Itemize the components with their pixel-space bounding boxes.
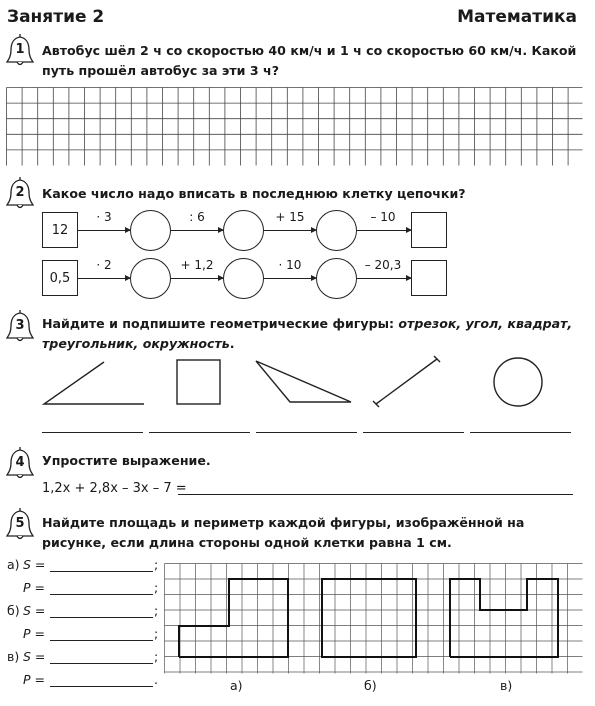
answer-a-p-line[interactable]: [50, 594, 153, 595]
task-4-text: Упростите выражение.: [42, 453, 211, 468]
arrow: [264, 230, 316, 231]
answer-c-p: P =: [23, 672, 45, 687]
task-number: 4: [15, 455, 25, 470]
triangle-figure: [256, 361, 351, 402]
task-number: 1: [15, 42, 25, 57]
arrow: [357, 230, 411, 231]
figure-c: [450, 579, 558, 657]
bell-icon: [6, 33, 34, 67]
chain-2-op-3: · 10: [278, 258, 302, 272]
chain-2-start: 0,5: [42, 260, 78, 296]
chain-2-circle-3[interactable]: [316, 258, 357, 299]
arrow: [264, 278, 316, 279]
answer-line[interactable]: [149, 432, 250, 433]
arrow: [357, 278, 411, 279]
answer-b-p-line[interactable]: [50, 640, 153, 641]
bell-icon: [6, 507, 34, 541]
semicolon: ;: [154, 580, 159, 595]
figure-a-caption: а): [230, 678, 243, 693]
chain-1-op-1: · 3: [96, 210, 112, 224]
answer-a-s: S =: [23, 557, 46, 572]
answer-b-s-line[interactable]: [50, 617, 153, 618]
arrow: [171, 230, 223, 231]
expression-answer-line[interactable]: [178, 494, 573, 495]
answer-line[interactable]: [363, 432, 464, 433]
answer-a-p: P =: [23, 580, 45, 595]
expression: 1,2x + 2,8x – 3x – 7 =: [42, 481, 187, 496]
chain-2-op-4: – 20,3: [364, 258, 402, 272]
chain-1-op-2: : 6: [189, 210, 205, 224]
semicolon: ;: [154, 603, 159, 618]
lesson-title: Занятие 2: [7, 7, 105, 27]
figures-grid: [164, 563, 584, 675]
task-number: 3: [15, 318, 25, 333]
bell-icon: [6, 176, 34, 210]
answer-c-p-line[interactable]: [50, 686, 153, 687]
chain-2-op-1: · 2: [96, 258, 112, 272]
chain-2-circle-1[interactable]: [130, 258, 171, 299]
answer-line[interactable]: [42, 432, 143, 433]
arrow: [171, 278, 223, 279]
chain-1-circle-2[interactable]: [223, 210, 264, 251]
answer-b-s: S =: [23, 603, 46, 618]
chain-1-start: 12: [42, 212, 78, 248]
task-5-text: Найдите площадь и периметр каждой фигуры, изображённой на рисунке, если длина стороны одной клетки равна 1 см.: [42, 515, 525, 550]
task-3-text: Найдите и подпишите геометрические фигуры: отрезок, угол, квадрат, треугольник, окружность.: [42, 316, 573, 351]
answer-line[interactable]: [256, 432, 357, 433]
task-number: 5: [15, 516, 25, 531]
answer-a-s-line[interactable]: [50, 571, 153, 572]
chain-2-op-2: + 1,2: [180, 258, 214, 272]
bell-icon: [6, 446, 34, 480]
answer-grid: [6, 87, 584, 167]
answer-line[interactable]: [470, 432, 571, 433]
answer-c-s: S =: [23, 649, 46, 664]
answer-b-p: P =: [23, 626, 45, 641]
segment-figure: [376, 359, 437, 404]
chain-2-answer-box[interactable]: [411, 260, 447, 296]
figure-b-caption: б): [364, 678, 377, 693]
geometric-figures: [0, 350, 595, 415]
figure-b: [322, 579, 416, 657]
square-figure: [177, 360, 220, 404]
task-number: 2: [15, 185, 25, 200]
semicolon: ;: [154, 626, 159, 641]
bell-icon: [6, 309, 34, 343]
answer-a-label: а): [7, 557, 20, 572]
chain-2-circle-2[interactable]: [223, 258, 264, 299]
semicolon: ;: [154, 557, 159, 572]
chain-1-circle-1[interactable]: [130, 210, 171, 251]
chain-1-op-3: + 15: [275, 210, 305, 224]
angle-figure: [44, 362, 144, 404]
task-1-text: Автобус шёл 2 ч со скоростью 40 км/ч и 1 ч со скоростью 60 км/ч. Какой путь прошёл автобус за эти 3 ч?: [42, 43, 577, 78]
chain-1-answer-box[interactable]: [411, 212, 447, 248]
answer-c-s-line[interactable]: [50, 663, 153, 664]
period: .: [154, 672, 158, 687]
semicolon: ;: [154, 649, 159, 664]
chain-1-op-4: – 10: [370, 210, 396, 224]
subject-title: Математика: [457, 7, 577, 27]
task-2-text: Какое число надо вписать в последнюю клетку цепочки?: [42, 186, 466, 201]
circle-figure: [494, 358, 542, 406]
answer-b-label: б): [7, 603, 20, 618]
arrow: [78, 230, 130, 231]
figure-c-caption: в): [500, 678, 513, 693]
chain-1-circle-3[interactable]: [316, 210, 357, 251]
arrow: [78, 278, 130, 279]
answer-c-label: в): [7, 649, 20, 664]
